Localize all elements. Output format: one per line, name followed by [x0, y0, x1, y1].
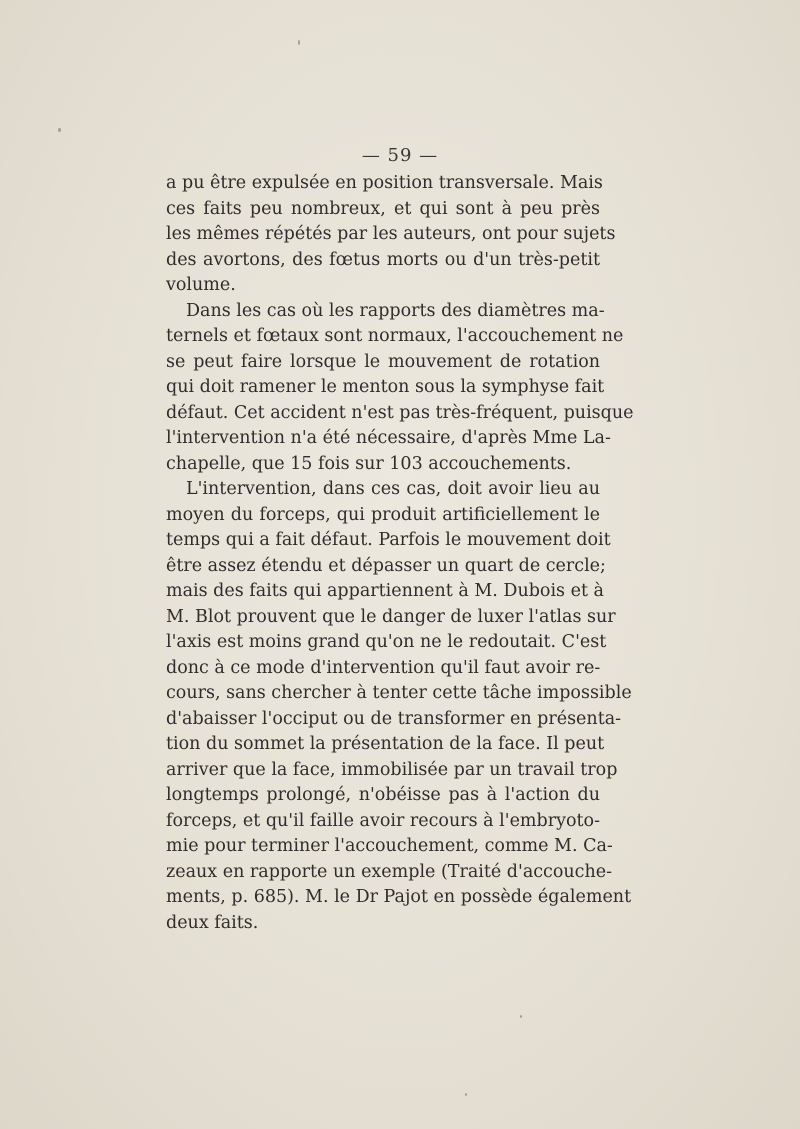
- text-line: des avortons, des fœtus morts ou d'un très-petit: [166, 249, 600, 270]
- text-line: tion du sommet la présentation de la face. Il peut: [166, 734, 605, 754]
- text-line: l'axis est moins grand qu'on ne le redoutait. C'est: [166, 632, 607, 652]
- text-line: mie pour terminer l'accouchement, comme M. Ca-: [166, 836, 613, 856]
- text-line: défaut. Cet accident n'est pas très-fréquent, puisque: [166, 402, 634, 423]
- text-line: mais des faits qui appartiennent à M. Dubois et à: [166, 581, 604, 601]
- text-line: chapelle, que 15 fois sur 103 accouchements.: [166, 453, 572, 474]
- text-line: forceps, et qu'il faille avoir recours à l'embryoto-: [166, 810, 600, 831]
- body-text: [166, 171, 634, 936]
- text-line: Dans les cas où les rapports des diamètres ma-: [186, 300, 605, 321]
- text-line: se peut faire lorsque le mouvement de rotation: [166, 351, 600, 372]
- paper-speck: [298, 40, 300, 45]
- text-line: volume.: [166, 275, 236, 295]
- text-line: zeaux en rapporte un exemple (Traité d'accouche-: [166, 861, 613, 882]
- text-line: a pu être expulsée en position transversale. Mais: [166, 173, 603, 193]
- text-line: les mêmes répétés par les auteurs, ont pour sujets: [166, 224, 616, 244]
- text-line: qui doit ramener le menton sous la symphyse fait: [166, 377, 605, 397]
- text-line: ternels et fœtaux sont normaux, l'accouchement ne: [166, 326, 624, 346]
- text-line: longtemps prolongé, n'obéisse pas à l'action du: [166, 785, 600, 805]
- text-line: arriver que la face, immobilisée par un travail trop: [166, 759, 618, 780]
- text-line: d'abaisser l'occiput ou de transformer en présenta-: [166, 708, 622, 729]
- text-line: l'intervention n'a été nécessaire, d'après Mme La-: [166, 428, 611, 448]
- page-number: — 59 —: [361, 145, 439, 166]
- paper-speck: [465, 1093, 467, 1096]
- paper-speck: [58, 128, 61, 132]
- text-line: temps qui a fait défaut. Parfois le mouvement doit: [166, 530, 611, 550]
- text-line: L'intervention, dans ces cas, doit avoir lieu au: [186, 479, 600, 499]
- paper-speck: [520, 1015, 522, 1018]
- text-line: donc à ce mode d'intervention qu'il faut avoir re-: [166, 657, 601, 678]
- text-line: ces faits peu nombreux, et qui sont à peu près: [166, 198, 600, 219]
- text-line: être assez étendu et dépasser un quart de cercle;: [166, 555, 606, 576]
- text-line: ments, p. 685). M. le Dr Pajot en possède également: [166, 887, 632, 907]
- text-line: cours, sans chercher à tenter cette tâche impossible: [166, 683, 632, 703]
- text-line: M. Blot prouvent que le danger de luxer l'atlas sur: [166, 606, 616, 627]
- text-line: moyen du forceps, qui produit artificiellement le: [166, 504, 600, 525]
- text-line: deux faits.: [166, 912, 259, 933]
